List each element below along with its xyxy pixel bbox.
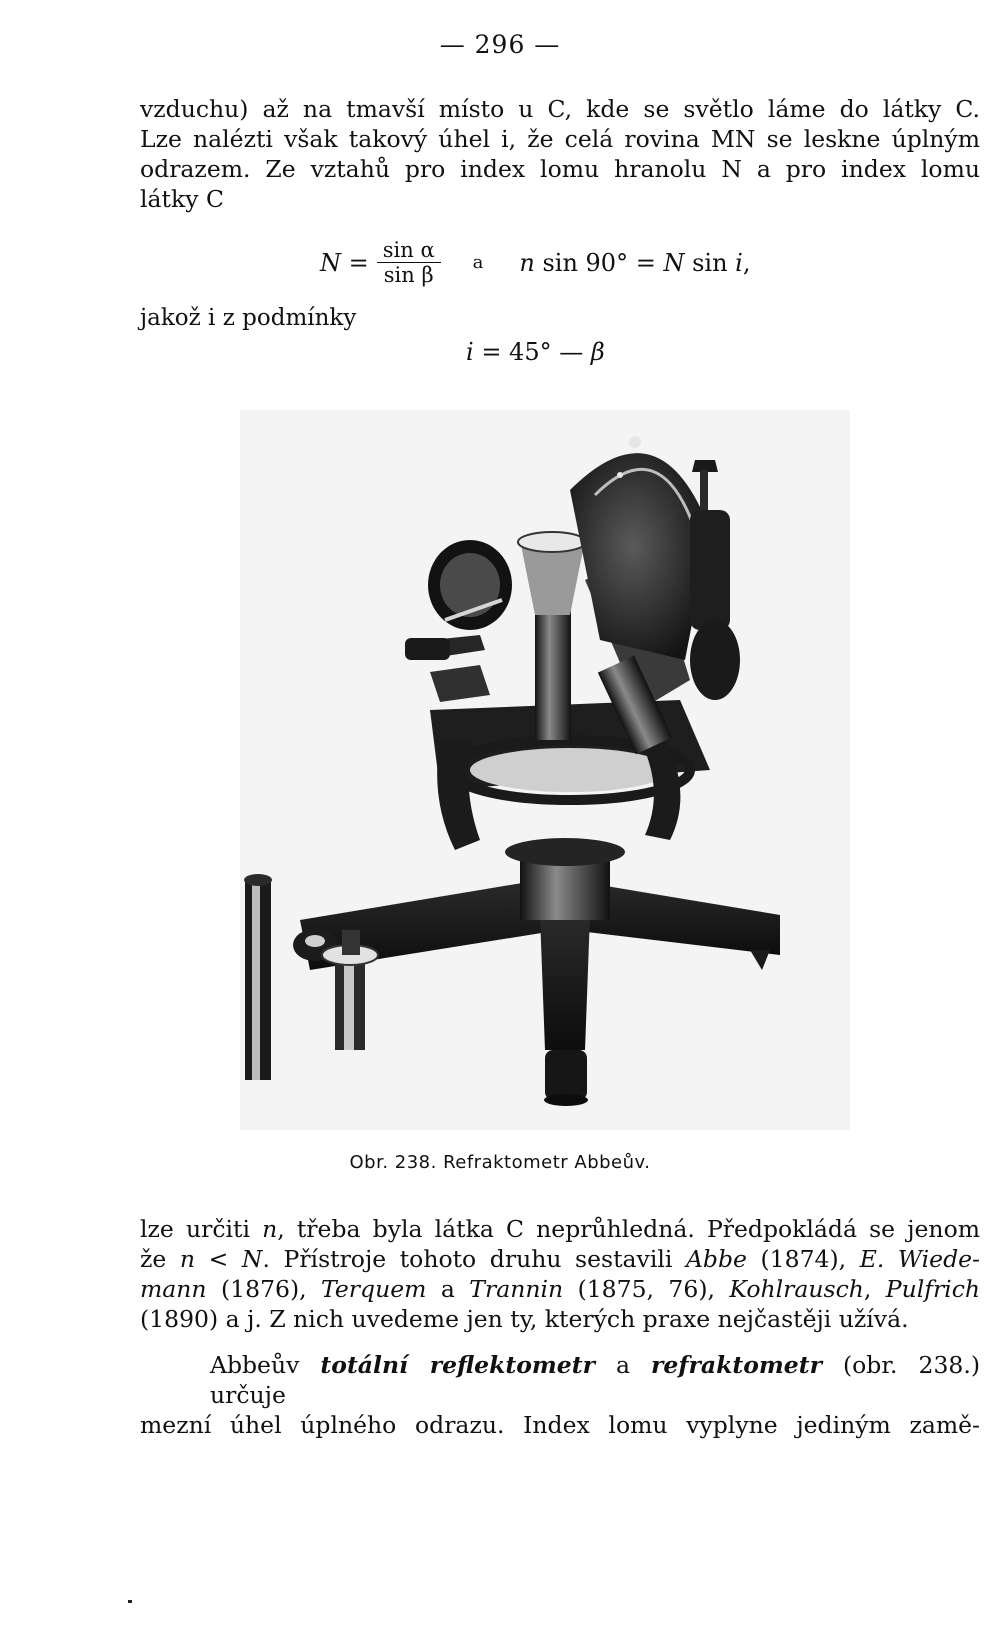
formula-part: ,	[742, 248, 751, 277]
author-name: Abbe	[685, 1245, 747, 1273]
fraction-numerator: sin α	[377, 238, 441, 263]
formula-var-beta: β	[590, 338, 605, 366]
author-name: Terquem	[321, 1275, 427, 1303]
figure-caption: Obr. 238. Refraktometr Abbeův.	[349, 1152, 651, 1173]
text-run: <	[195, 1245, 242, 1273]
text-line: mezní úhel úplného odrazu. Index lomu vyplyne jediným zamě-	[140, 1411, 980, 1439]
text-line	[140, 1244, 980, 1274]
text-run: a	[426, 1275, 470, 1303]
text-line: Lze nalézti však takový úhel i, že celá rovina MN se leskne úplným	[140, 125, 980, 153]
text-line	[140, 1274, 980, 1304]
author-name: Trannin	[469, 1275, 564, 1303]
text-line	[140, 1214, 980, 1244]
text-run-italic: n	[179, 1245, 196, 1273]
text-line: vzduchu) až na tmavší místo u C, kde se světlo láme do látky C.	[140, 95, 980, 123]
text-run: že	[140, 1245, 180, 1273]
paragraph-abbe	[140, 1350, 980, 1440]
text-run-italic: n	[262, 1215, 278, 1243]
author-name: E. Wiede-	[859, 1245, 980, 1273]
refractometer-figure	[240, 410, 850, 1130]
formula-part: = 45° —	[473, 338, 591, 366]
formula-var-n: n	[519, 248, 535, 277]
formula-refraction-index	[320, 238, 751, 287]
text-run: (1875, 76),	[563, 1275, 730, 1303]
text-line: odrazem. Ze vztahů pro index lomu hranolu N a pro index lomu	[140, 155, 980, 183]
text-line	[140, 1350, 980, 1410]
formula-lhs: N =	[320, 248, 369, 277]
paragraph-intro	[140, 94, 980, 214]
text-run: (1874),	[746, 1245, 860, 1273]
author-name: Pulfrich	[885, 1275, 980, 1303]
author-name: Kohlrausch	[729, 1275, 864, 1303]
paragraph-instruments	[140, 1214, 980, 1334]
formula-angle	[466, 338, 605, 366]
refractometer-photo-icon	[240, 410, 850, 1130]
formula-var-i: i	[735, 248, 743, 277]
text-run: . Přístroje tohoto druhu sestavili	[262, 1245, 686, 1273]
page-number: — 296 —	[439, 30, 561, 59]
text-run: ,	[863, 1275, 886, 1303]
formula-rhs	[519, 249, 750, 277]
formula-part: sin	[684, 248, 736, 277]
formula-var-N: N	[663, 248, 685, 277]
term-emphasis: refraktometr	[651, 1351, 822, 1379]
print-speck	[128, 1600, 132, 1603]
fraction-denominator: sin β	[383, 263, 434, 287]
text-run: (obr. 238.) určuje	[210, 1351, 980, 1409]
text-run: lze určiti	[140, 1215, 263, 1243]
formula-fraction	[377, 238, 441, 287]
term-emphasis: totální reflektometr	[320, 1351, 595, 1379]
condition-text: jakož i z podmínky	[140, 305, 357, 331]
text-run: Abbeův	[210, 1351, 321, 1379]
formula-part: sin 90° =	[534, 248, 664, 277]
author-name: mann	[140, 1275, 207, 1303]
text-run: (1876),	[206, 1275, 322, 1303]
text-line: látky C	[140, 185, 224, 213]
formula-var-i: i	[466, 338, 474, 366]
text-line: (1890) a j. Z nich uvedeme jen ty, kterých praxe nejčastěji užívá.	[140, 1305, 909, 1333]
text-run: a	[594, 1351, 652, 1379]
formula-conjunction: a	[472, 252, 484, 273]
text-run-italic: N	[241, 1245, 263, 1273]
text-run: , třeba byla látka C neprůhledná. Předpokládá se jenom	[277, 1215, 980, 1243]
